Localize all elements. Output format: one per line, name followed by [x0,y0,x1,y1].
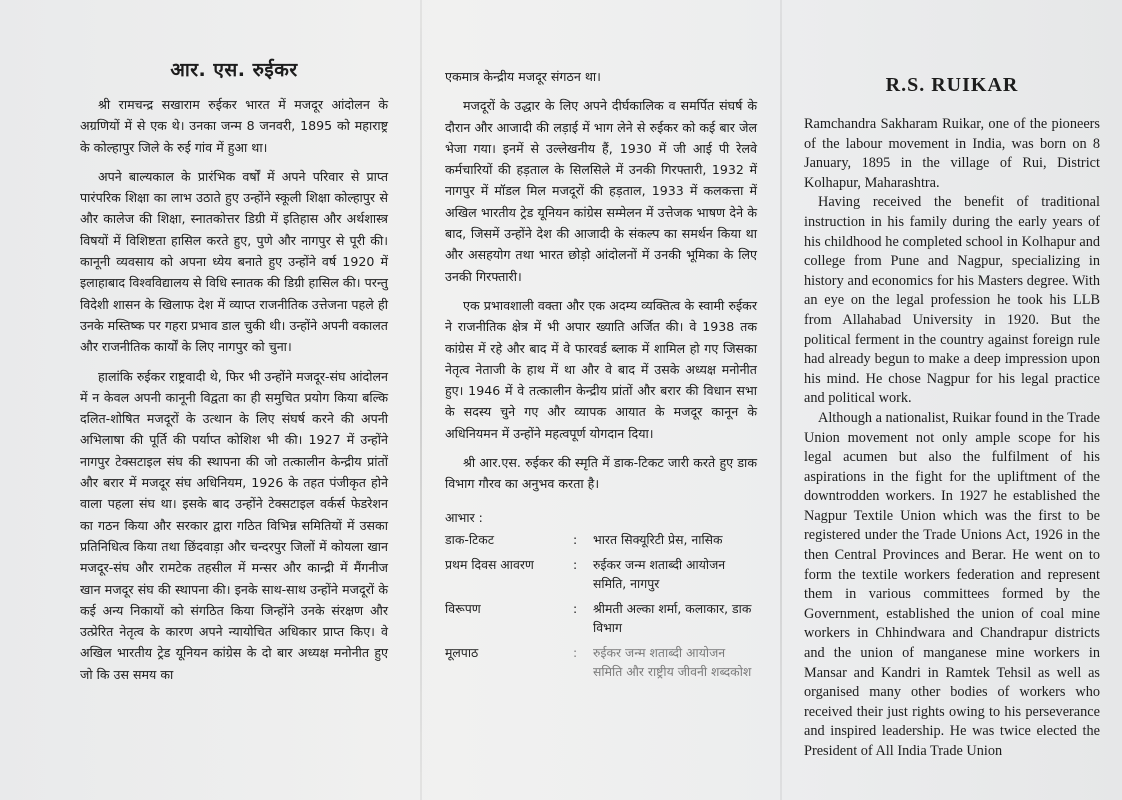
hindi-title: आर. एस. रुईकर [170,59,298,81]
right-fold-line [780,0,782,800]
hindi-paragraph: एक प्रभावशाली वक्ता और एक अदम्य व्यक्तित्व के स्वामी रुईकर ने राजनीतिक क्षेत्र में भी अपार ख्याति अर्जित की। वे 1938 तक कांग्रेस में रहे और बाद में वे फारवर्ड ब्लाक में शामिल हो गए जिसका नेतृत्व नेताजी के हाथ में था और वे बाद में उसके अध्यक्ष मनोनीत हुए। 1946 में वे तत्कालीन केन्द्रीय प्रांतों और बरार की विधान सभा के सदस्य चुने गए और व्यापक आयात के मजदूर कानून के अधिनियमन में उन्होंने महत्वपूर्ण योगदान दिया। [445,297,757,441]
ack-key: मूलपाठ [445,644,479,660]
acknowledgements [445,509,757,681]
hindi-paragraph: श्री रामचन्द्र सखाराम रुईकर भारत में मजदूर आंदोलन के अग्रणियों में से एक थे। उनका जन्म 8 जनवरी, 1895 को महाराष्ट्र के कोल्हापुर जिले के रुई गांव में हुआ था। [80,97,388,155]
ack-value: रुईकर जन्म शताब्दी आयोजन समिति, नागपुर [593,556,726,591]
ack-value: भारत सिक्यूरिटी प्रेस, नासिक [593,531,723,547]
hindi-paragraph: श्री आर.एस. रुईकर की स्मृति में डाक-टिकट जारी करते हुए डाक विभाग गौरव का अनुभव करता है। [445,455,757,492]
ack-key: डाक-टिकट [445,531,495,547]
acknowledgement-row [445,530,757,549]
hindi-paragraph: मजदूरों के उद्धार के लिए अपने दीर्घकालिक व समर्पित संघर्ष के दौरान और आजादी की लड़ाई में भाग लेने से रुईकर को कई बार जेल भेजा गया। इनमें से उल्लेखनीय हैं, 1930 में जी आई पी रेलवे कर्मचारियों की हड़ताल के सिलसिले में उनकी गिरफ्तारी, 1932 में नागपुर में मॉडल मिल मजदूरों की हड़ताल, 1933 में कलकत्ता में अखिल भारतीय ट्रेड यूनियन कांग्रेस सम्मेलन में उत्तेजक भाषण देने के बाद, जिसमें उन्होंने देश की आजादी के संकल्प का समर्थन किया था और असहयोग तथा भारत छोड़ो आंदोलनों में उनकी भूमिका के लिए उनकी गिरफ्तारी। [445,98,757,284]
english-column-right [804,74,1100,762]
ack-separator: : [573,644,578,660]
hindi-paragraph: हालांकि रुईकर राष्ट्रवादी थे, फिर भी उन्होंने मजदूर-संघ आंदोलन में न केवल अपनी कानूनी विद्वता का ही समुचित प्रयोग किया बल्कि दलित-शोषित मजदूरों के उत्थान के लिए संघर्ष करने की अपनी अभिलाषा की पूर्ति की पर्याप्त कोशिश भी की। 1927 में उन्होंने नागपुर टेक्सटाइल संघ की स्थापना की जो तत्कालीन केन्द्रीय प्रांतों और बरार में मजदूर संघ अधिनियम, 1926 के तहत पंजीकृत होने वाला पहला संघ था। इसके बाद उन्होंने टेक्सटाइल वर्कर्स फेडरेशन का गठन किया और सरकार द्वारा गठित विभिन्न समितियों में उसका प्रतिनिधित्व किया तथा छिंदवाड़ा और चन्दरपुर जिलों में कोयला खान मजदूर-संघ और रामटेक तहसील में मन्सर और कान्द्री में मैंगनीज खान मजदूर संघ की स्थापना की। इनके साथ-साथ उन्होंने मजदूरों के कई अन्य निकायों को संगठित किया जिन्होंने उनके संरक्षण और उत्प्रेरित नेतृत्व के कारण अपने न्यायोचित अधिकार प्राप्त किए। वे अखिल भारतीय ट्रेड यूनियन कांग्रेस के दो बार अध्यक्ष मनोनीत हुए जो कि उस समय का [80,368,388,682]
ack-value: श्रीमती अल्का शर्मा, कलाकार, डाक विभाग [593,600,752,635]
hindi-paragraph: एकमात्र केन्द्रीय मजदूर संगठन था। [445,69,601,84]
hindi-column-left [80,56,388,693]
acknowledgement-row [445,643,757,681]
left-fold-line [420,0,422,800]
ack-separator: : [573,600,578,616]
hindi-paragraph: अपने बाल्यकाल के प्रारंभिक वर्षों में अपने परिवार से प्राप्त पारंपरिक शिक्षा का लाभ उठाते हुए उन्होंने स्कूली शिक्षा कोल्हापुर से और कालेज की शिक्षा, स्नातकोत्तर डिग्री में इतिहास और अर्थशास्त्र विषयों में विशिष्टता हासिल करते हुए, पुणे और नागपुर से पूरी की। कानूनी व्यवसाय को अपना ध्येय बनाते हुए उन्होंने वर्ष 1920 में इलाहाबाद विश्वविद्यालय से विधि स्नातक की डिग्री हासिल की। परन्तु विदेशी शासन के खिलाफ देश में व्याप्त राजनीतिक उत्तेजना पहले ही उनके मस्तिष्क पर गहरा प्रभाव डाल चुकी थी। उन्होंने अपनी वकालत और राजनीतिक कार्यों के लिए नागपुर को चुना। [80,168,389,355]
english-title: R.S. RUIKAR [885,74,1019,96]
acknowledgement-row [445,555,757,593]
ack-key: विरूपण [445,600,481,616]
acknowledgement-row [445,599,757,637]
ack-separator: : [573,531,578,547]
ack-key: प्रथम दिवस आवरण [445,556,534,572]
english-paragraph: Ramchandra Sakharam Ruikar, one of the pioneers of the labour movement in India, was born on 8 January, 1895 in the village of Rui, District Kolhapur, Maharashtra. [804,116,1100,191]
ack-value: रुईकर जन्म शताब्दी आयोजन समिति और राष्ट्रीय जीवनी शब्दकोश [593,644,752,679]
hindi-column-middle [445,66,757,687]
ack-separator: : [573,556,578,572]
english-paragraph: Having received the benefit of traditional instruction in his family during the early years of his childhood he completed school in Kolhapur and college from Pune and Nagpur, specializing in history and economics for his Masters degree. With an eye on the legal profession he took his LLB from Allahabad University in 1920. But the political ferment in the country against foreign rule had already begun to make a deep impression upon his mind. He chose Nagpur for his legal practice and political work. [804,194,1100,407]
acknowledgements-title: आभार : [445,509,483,525]
english-paragraph: Although a nationalist, Ruikar found in the Trade Union movement not only ample scope for his legal acumen but also the fulfilment of his aspirations in the fight for the upliftment of the downtrodden workers. In 1927 he established the Nagpur Textile Union which was the first to be registered under the Trade Unions Act, 1926 in the then Central Provinces and Berar. He went on to form the textile workers federation and represent them in various committees formed by the Government, established the union of coal mine workers in Chhindwara and Chandrapur districts and the union of manganese mine workers in Mansar and Kandri in Ramtek Tehsil as well as organised many other bodies of workers who received their just rights owing to his perseverance and inspired leadership. He was twice elected the President of All India Trade Union [804,409,1100,759]
